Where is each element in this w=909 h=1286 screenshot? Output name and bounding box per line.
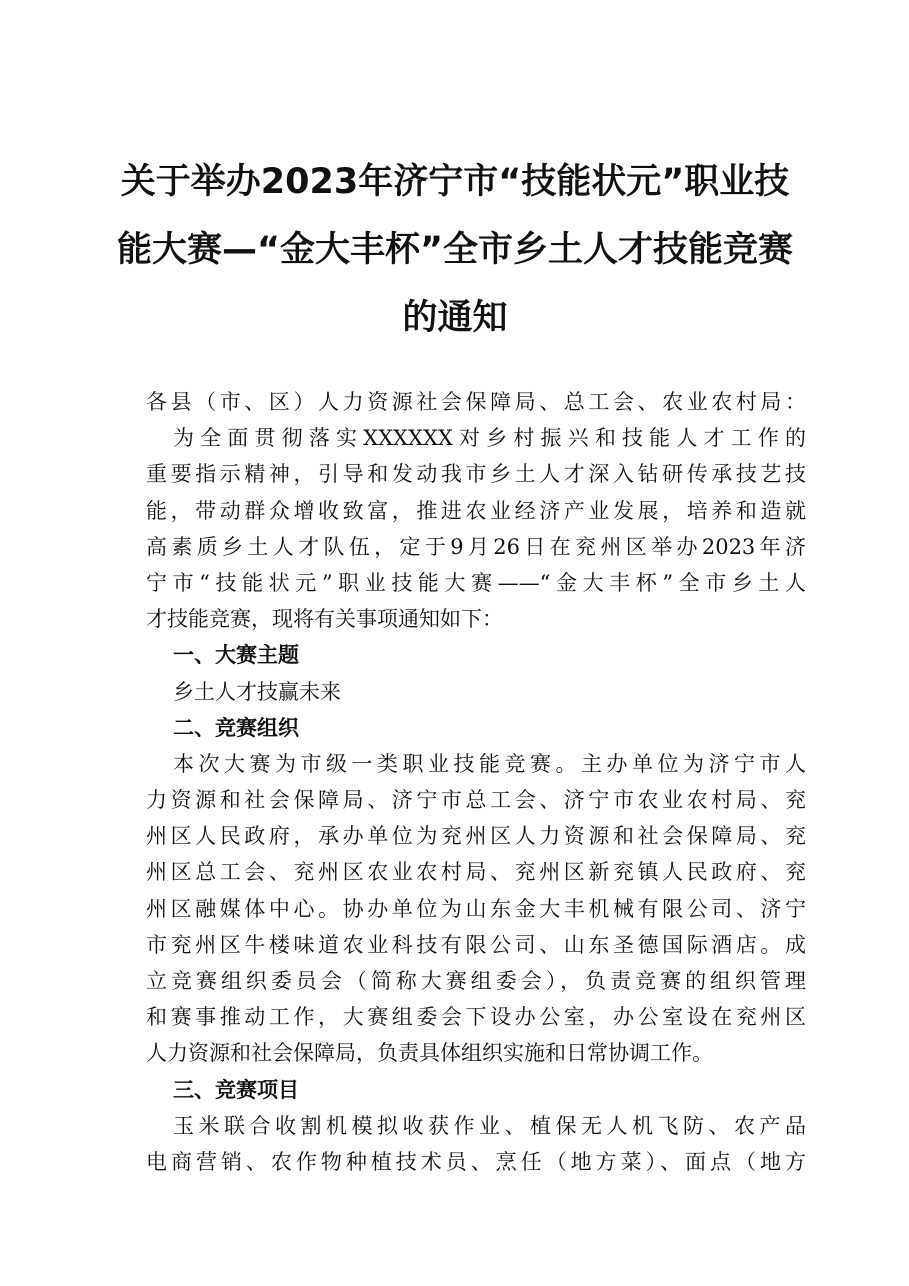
title-line-3: 的通知 <box>402 298 508 338</box>
document-title <box>100 148 810 352</box>
intro-line: 为全面贯彻落实XXXXXX对乡村振兴和技能人才工作的 <box>173 426 806 451</box>
organization-line: 和赛事推动工作，大赛组委会下设办公室，办公室设在兖州区 <box>146 1005 806 1030</box>
organization-line: 人力资源和社会保障局，负责具体组织实施和日常协调工作。 <box>146 1041 713 1066</box>
document-body <box>146 384 806 1180</box>
intro-line: 重要指示精神，引导和发动我市乡土人才深入钻研传承技艺技 <box>146 462 806 487</box>
organization-line: 州区人民政府，承办单位为兖州区人力资源和社会保障局、兖 <box>146 824 806 849</box>
intro-line: 宁市“技能状元”职业技能大赛——“金大丰杯”全市乡土人 <box>146 570 806 595</box>
section-text-theme: 乡土人才技赢未来 <box>173 679 341 704</box>
organization-line: 市兖州区牛楼味道农业科技有限公司、山东圣德国际酒店。成 <box>146 932 806 957</box>
intro-line: 能，带动群众增收致富，推进农业经济产业发展，培养和造就 <box>146 498 806 523</box>
section-heading-events: 三、竞赛项目 <box>173 1077 299 1102</box>
section-heading-organization: 二、竞赛组织 <box>173 715 299 740</box>
salutation: 各县（市、区）人力资源社会保障局、总工会、农业农村局： <box>146 390 806 414</box>
intro-line: 才技能竞赛，现将有关事项通知如下： <box>146 607 503 632</box>
section-heading-theme: 一、大赛主题 <box>173 643 299 668</box>
events-line: 玉米联合收割机模拟收获作业、植保无人机飞防、农产品 <box>173 1113 806 1138</box>
organization-line: 立竞赛组织委员会（简称大赛组委会），负责竞赛的组织管理 <box>146 969 806 993</box>
intro-line: 高素质乡土人才队伍，定于9月26日在兖州区举办2023年济 <box>146 534 806 559</box>
title-line-2: 能大赛—“金大丰杯”全市乡土人才技能竞赛 <box>116 230 793 270</box>
organization-line: 本次大赛为市级一类职业技能竞赛。主办单位为济宁市人 <box>173 751 806 776</box>
title-line-1: 关于举办2023年济宁市“技能状元”职业技 <box>120 162 790 202</box>
events-line: 电商营销、农作物种植技术员、烹任（地方菜）、面点（地方 <box>146 1149 806 1174</box>
organization-line: 州区总工会、兖州区农业农村局、兖州区新兖镇人民政府、兖 <box>146 860 806 885</box>
organization-line: 力资源和社会保障局、济宁市总工会、济宁市农业农村局、兖 <box>146 788 806 813</box>
organization-line: 州区融媒体中心。协办单位为山东金大丰机械有限公司、济宁 <box>146 896 806 921</box>
